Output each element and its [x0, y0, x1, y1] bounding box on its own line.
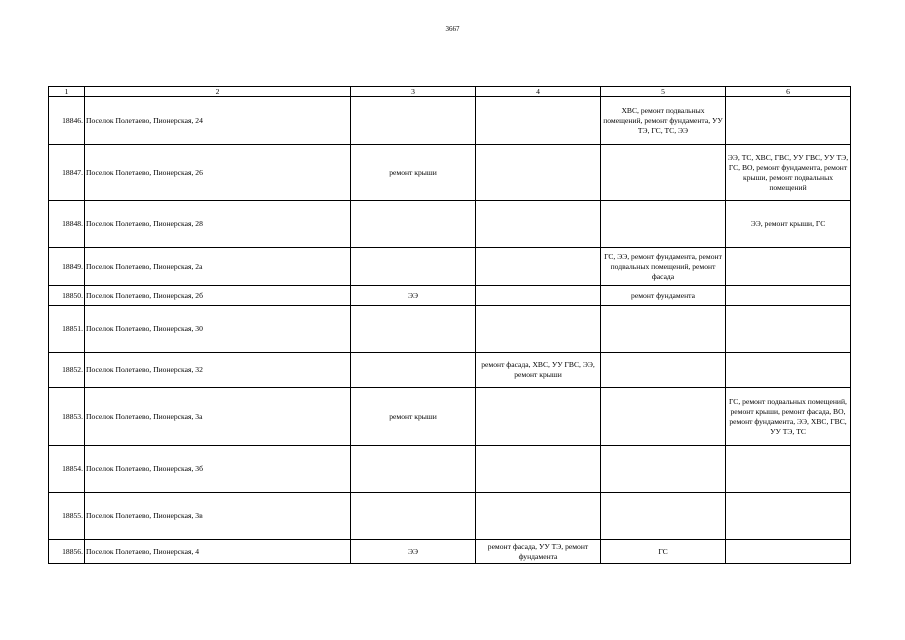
row-col6	[726, 248, 851, 286]
row-col4: ремонт фасада, ХВС, УУ ГВС, ЭЭ, ремонт крыши	[476, 353, 601, 388]
row-col5: ремонт фундамента	[601, 286, 726, 306]
row-col6	[726, 97, 851, 145]
column-header-5: 5	[601, 87, 726, 97]
table-row	[49, 286, 851, 306]
row-col6: ГС, ремонт подвальных помещений, ремонт крыши, ремонт фасада, ВО, ремонт фундамента, ЭЭ, ХВС, ГВС, УУ ТЭ, ТС	[726, 388, 851, 446]
row-col4	[476, 248, 601, 286]
table-row	[49, 306, 851, 353]
row-col5	[601, 145, 726, 201]
row-col3	[351, 201, 476, 248]
table-row	[49, 446, 851, 493]
row-number: 18853.	[49, 388, 85, 446]
row-number: 18854.	[49, 446, 85, 493]
row-col4	[476, 493, 601, 540]
table-row	[49, 248, 851, 286]
row-col5	[601, 446, 726, 493]
row-col6	[726, 446, 851, 493]
row-col5: ГС	[601, 540, 726, 564]
table-row	[49, 97, 851, 145]
column-header-4: 4	[476, 87, 601, 97]
row-address: Поселок Полетаево, Пионерская, 32	[85, 353, 351, 388]
row-col6	[726, 306, 851, 353]
row-col5: ГС, ЭЭ, ремонт фундамента, ремонт подвальных помещений, ремонт фасада	[601, 248, 726, 286]
row-col4	[476, 306, 601, 353]
column-header-2: 2	[85, 87, 351, 97]
row-col3: ЭЭ	[351, 286, 476, 306]
row-number: 18847.	[49, 145, 85, 201]
row-col3	[351, 493, 476, 540]
row-col5	[601, 306, 726, 353]
row-number: 18846.	[49, 97, 85, 145]
row-address: Поселок Полетаево, Пионерская, 30	[85, 306, 351, 353]
row-address: Поселок Полетаево, Пионерская, 3б	[85, 446, 351, 493]
row-col6: ЭЭ, ТС, ХВС, ГВС, УУ ГВС, УУ ТЭ, ГС, ВО, ремонт фундамента, ремонт крыши, ремонт подвальных помещений	[726, 145, 851, 201]
table-row	[49, 388, 851, 446]
column-header-3: 3	[351, 87, 476, 97]
row-col3	[351, 446, 476, 493]
row-number: 18848.	[49, 201, 85, 248]
row-address: Поселок Полетаево, Пионерская, 28	[85, 201, 351, 248]
row-col4	[476, 446, 601, 493]
page-number: 3667	[445, 25, 460, 33]
row-col4	[476, 388, 601, 446]
row-col3	[351, 97, 476, 145]
row-number: 18852.	[49, 353, 85, 388]
row-address: Поселок Полетаево, Пионерская, 3в	[85, 493, 351, 540]
row-col6	[726, 286, 851, 306]
row-col3: ЭЭ	[351, 540, 476, 564]
row-col5	[601, 201, 726, 248]
row-address: Поселок Полетаево, Пионерская, 24	[85, 97, 351, 145]
column-header-1: 1	[49, 87, 85, 97]
row-address: Поселок Полетаево, Пионерская, 4	[85, 540, 351, 564]
row-col4	[476, 201, 601, 248]
row-col3: ремонт крыши	[351, 145, 476, 201]
row-number: 18851.	[49, 306, 85, 353]
row-col5	[601, 493, 726, 540]
row-col5	[601, 388, 726, 446]
row-address: Поселок Полетаево, Пионерская, 2а	[85, 248, 351, 286]
row-number: 18849.	[49, 248, 85, 286]
row-col3: ремонт крыши	[351, 388, 476, 446]
row-col3	[351, 306, 476, 353]
header-row	[49, 87, 851, 97]
row-number: 18856.	[49, 540, 85, 564]
table-row	[49, 493, 851, 540]
row-address: Поселок Полетаево, Пионерская, 2б	[85, 286, 351, 306]
row-address: Поселок Полетаево, Пионерская, 3а	[85, 388, 351, 446]
row-col3	[351, 353, 476, 388]
row-number: 18850.	[49, 286, 85, 306]
table-row	[49, 201, 851, 248]
row-number: 18855.	[49, 493, 85, 540]
row-col4	[476, 145, 601, 201]
row-col4: ремонт фасада, УУ ТЭ, ремонт фундамента	[476, 540, 601, 564]
column-header-6: 6	[726, 87, 851, 97]
row-col6: ЭЭ, ремонт крыши, ГС	[726, 201, 851, 248]
table-row	[49, 145, 851, 201]
table-row	[49, 540, 851, 564]
registry-table	[48, 86, 851, 564]
table-row	[49, 353, 851, 388]
row-address: Поселок Полетаево, Пионерская, 26	[85, 145, 351, 201]
row-col6	[726, 493, 851, 540]
row-col5: ХВС, ремонт подвальных помещений, ремонт фундамента, УУ ТЭ, ГС, ТС, ЭЭ	[601, 97, 726, 145]
row-col4	[476, 97, 601, 145]
row-col5	[601, 353, 726, 388]
row-col6	[726, 540, 851, 564]
row-col4	[476, 286, 601, 306]
row-col3	[351, 248, 476, 286]
row-col6	[726, 353, 851, 388]
